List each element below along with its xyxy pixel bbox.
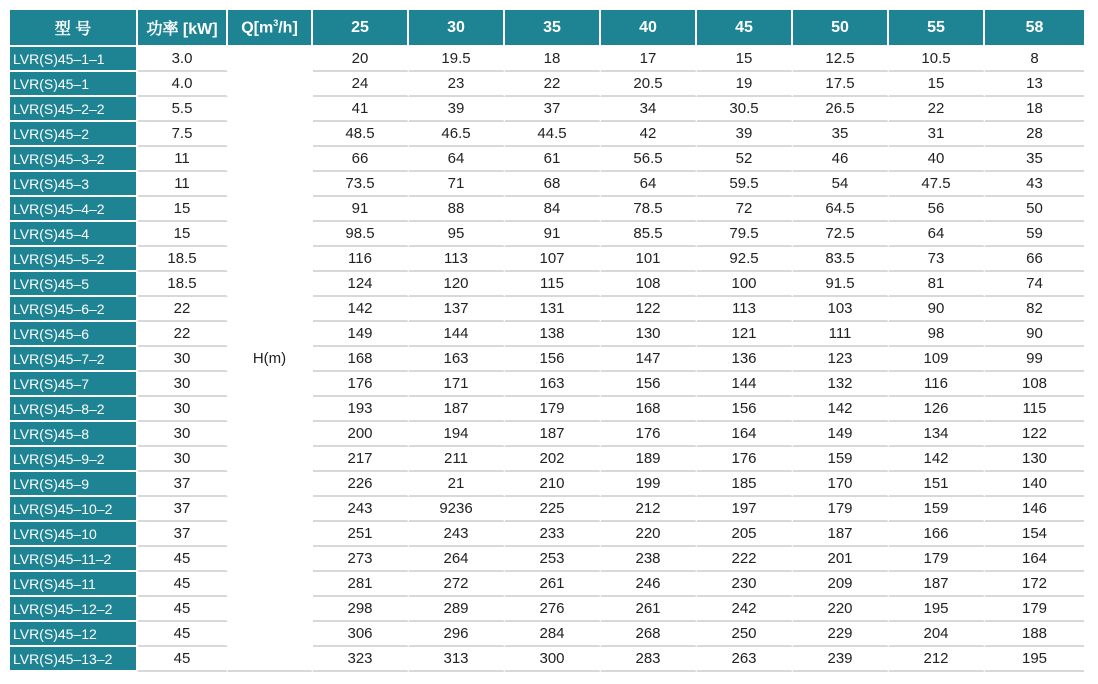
head-value-cell: 121 bbox=[697, 322, 793, 347]
power-cell: 18.5 bbox=[138, 247, 228, 272]
head-value-cell: 79.5 bbox=[697, 222, 793, 247]
head-value-cell: 59 bbox=[985, 222, 1084, 247]
head-value-cell: 39 bbox=[697, 122, 793, 147]
head-value-cell: 185 bbox=[697, 472, 793, 497]
power-cell: 22 bbox=[138, 322, 228, 347]
power-cell: 45 bbox=[138, 572, 228, 597]
head-value-cell: 142 bbox=[889, 447, 985, 472]
head-value-cell: 226 bbox=[313, 472, 409, 497]
head-value-cell: 9236 bbox=[409, 497, 505, 522]
flow-unit-suffix: /h] bbox=[278, 19, 298, 37]
head-value-cell: 246 bbox=[601, 572, 697, 597]
head-value-cell: 64 bbox=[601, 172, 697, 197]
flow-header-7: 55 bbox=[889, 10, 985, 47]
power-cell: 30 bbox=[138, 347, 228, 372]
head-value-cell: 134 bbox=[889, 422, 985, 447]
table-row bbox=[10, 247, 1084, 272]
head-value-cell: 151 bbox=[889, 472, 985, 497]
table-row bbox=[10, 47, 1084, 72]
table-row bbox=[10, 397, 1084, 422]
model-cell: LVR(S)45–5–2 bbox=[10, 247, 138, 272]
power-cell: 22 bbox=[138, 297, 228, 322]
head-value-cell: 22 bbox=[505, 72, 601, 97]
power-cell: 45 bbox=[138, 547, 228, 572]
head-value-cell: 179 bbox=[793, 497, 889, 522]
head-value-cell: 108 bbox=[601, 272, 697, 297]
head-value-cell: 73.5 bbox=[313, 172, 409, 197]
head-value-cell: 52 bbox=[697, 147, 793, 172]
head-value-cell: 136 bbox=[697, 347, 793, 372]
table-row bbox=[10, 447, 1084, 472]
model-cell: LVR(S)45–2 bbox=[10, 122, 138, 147]
head-value-cell: 15 bbox=[889, 72, 985, 97]
head-value-cell: 205 bbox=[697, 522, 793, 547]
power-cell: 30 bbox=[138, 447, 228, 472]
head-value-cell: 176 bbox=[601, 422, 697, 447]
head-value-cell: 212 bbox=[889, 647, 985, 672]
flow-header-2: 30 bbox=[409, 10, 505, 47]
power-cell: 11 bbox=[138, 147, 228, 172]
model-cell: LVR(S)45–7 bbox=[10, 372, 138, 397]
head-value-cell: 15 bbox=[697, 47, 793, 72]
head-value-cell: 195 bbox=[889, 597, 985, 622]
head-value-cell: 164 bbox=[697, 422, 793, 447]
head-value-cell: 74 bbox=[985, 272, 1084, 297]
head-value-cell: 163 bbox=[505, 372, 601, 397]
flow-header-5: 45 bbox=[697, 10, 793, 47]
pump-performance-table bbox=[10, 10, 1084, 672]
head-value-cell: 140 bbox=[985, 472, 1084, 497]
head-value-cell: 179 bbox=[985, 597, 1084, 622]
power-cell: 18.5 bbox=[138, 272, 228, 297]
head-value-cell: 59.5 bbox=[697, 172, 793, 197]
table-row bbox=[10, 347, 1084, 372]
head-value-cell: 187 bbox=[409, 397, 505, 422]
head-value-cell: 222 bbox=[697, 547, 793, 572]
head-value-cell: 242 bbox=[697, 597, 793, 622]
head-value-cell: 263 bbox=[697, 647, 793, 672]
head-value-cell: 71 bbox=[409, 172, 505, 197]
head-value-cell: 253 bbox=[505, 547, 601, 572]
head-value-cell: 193 bbox=[313, 397, 409, 422]
head-value-cell: 68 bbox=[505, 172, 601, 197]
head-value-cell: 50 bbox=[985, 197, 1084, 222]
power-cell: 11 bbox=[138, 172, 228, 197]
head-value-cell: 163 bbox=[409, 347, 505, 372]
head-value-cell: 209 bbox=[793, 572, 889, 597]
head-value-cell: 98 bbox=[889, 322, 985, 347]
head-value-cell: 91.5 bbox=[793, 272, 889, 297]
table-row bbox=[10, 272, 1084, 297]
head-value-cell: 300 bbox=[505, 647, 601, 672]
head-value-cell: 156 bbox=[697, 397, 793, 422]
head-value-cell: 23 bbox=[409, 72, 505, 97]
table-row bbox=[10, 72, 1084, 97]
head-value-cell: 283 bbox=[601, 647, 697, 672]
head-value-cell: 37 bbox=[505, 97, 601, 122]
table-row bbox=[10, 472, 1084, 497]
head-value-cell: 10.5 bbox=[889, 47, 985, 72]
head-value-cell: 144 bbox=[697, 372, 793, 397]
head-value-cell: 149 bbox=[793, 422, 889, 447]
head-value-cell: 210 bbox=[505, 472, 601, 497]
model-cell: LVR(S)45–1 bbox=[10, 72, 138, 97]
head-value-cell: 156 bbox=[601, 372, 697, 397]
head-value-cell: 298 bbox=[313, 597, 409, 622]
head-value-cell: 44.5 bbox=[505, 122, 601, 147]
head-value-cell: 212 bbox=[601, 497, 697, 522]
model-cell: LVR(S)45–6–2 bbox=[10, 297, 138, 322]
head-value-cell: 85.5 bbox=[601, 222, 697, 247]
head-value-cell: 113 bbox=[409, 247, 505, 272]
head-value-cell: 21 bbox=[409, 472, 505, 497]
head-value-cell: 156 bbox=[505, 347, 601, 372]
head-value-cell: 31 bbox=[889, 122, 985, 147]
head-value-cell: 142 bbox=[793, 397, 889, 422]
head-value-cell: 92.5 bbox=[697, 247, 793, 272]
head-value-cell: 8 bbox=[985, 47, 1084, 72]
head-value-cell: 289 bbox=[409, 597, 505, 622]
head-value-cell: 64 bbox=[889, 222, 985, 247]
model-cell: LVR(S)45–4 bbox=[10, 222, 138, 247]
head-value-cell: 43 bbox=[985, 172, 1084, 197]
head-value-cell: 34 bbox=[601, 97, 697, 122]
head-value-cell: 126 bbox=[889, 397, 985, 422]
head-value-cell: 179 bbox=[505, 397, 601, 422]
pump-performance-table-container bbox=[10, 10, 1084, 672]
head-value-cell: 194 bbox=[409, 422, 505, 447]
head-value-cell: 13 bbox=[985, 72, 1084, 97]
table-row bbox=[10, 322, 1084, 347]
model-cell: LVR(S)45–9 bbox=[10, 472, 138, 497]
head-value-cell: 72 bbox=[697, 197, 793, 222]
flow-header-4: 40 bbox=[601, 10, 697, 47]
head-value-cell: 101 bbox=[601, 247, 697, 272]
model-cell: LVR(S)45–12 bbox=[10, 622, 138, 647]
head-value-cell: 273 bbox=[313, 547, 409, 572]
model-cell: LVR(S)45–3 bbox=[10, 172, 138, 197]
table-row bbox=[10, 572, 1084, 597]
model-cell: LVR(S)45–8–2 bbox=[10, 397, 138, 422]
head-value-cell: 197 bbox=[697, 497, 793, 522]
head-value-cell: 39 bbox=[409, 97, 505, 122]
table-row bbox=[10, 147, 1084, 172]
table-row bbox=[10, 222, 1084, 247]
flow-header-8: 58 bbox=[985, 10, 1084, 47]
head-value-cell: 264 bbox=[409, 547, 505, 572]
flow-header-6: 50 bbox=[793, 10, 889, 47]
power-cell: 15 bbox=[138, 197, 228, 222]
head-value-cell: 116 bbox=[313, 247, 409, 272]
head-value-cell: 225 bbox=[505, 497, 601, 522]
model-cell: LVR(S)45–1–1 bbox=[10, 47, 138, 72]
head-value-cell: 122 bbox=[601, 297, 697, 322]
head-value-cell: 200 bbox=[313, 422, 409, 447]
model-cell: LVR(S)45–13–2 bbox=[10, 647, 138, 672]
head-value-cell: 64 bbox=[409, 147, 505, 172]
head-value-cell: 17.5 bbox=[793, 72, 889, 97]
head-value-cell: 132 bbox=[793, 372, 889, 397]
head-value-cell: 217 bbox=[313, 447, 409, 472]
model-cell: LVR(S)45–7–2 bbox=[10, 347, 138, 372]
head-value-cell: 113 bbox=[697, 297, 793, 322]
head-value-cell: 187 bbox=[889, 572, 985, 597]
model-cell: LVR(S)45–10 bbox=[10, 522, 138, 547]
head-value-cell: 220 bbox=[793, 597, 889, 622]
head-unit-cell: H(m) bbox=[228, 47, 313, 672]
head-value-cell: 171 bbox=[409, 372, 505, 397]
head-value-cell: 124 bbox=[313, 272, 409, 297]
table-row bbox=[10, 172, 1084, 197]
head-value-cell: 120 bbox=[409, 272, 505, 297]
head-value-cell: 176 bbox=[313, 372, 409, 397]
head-value-cell: 115 bbox=[985, 397, 1084, 422]
head-value-cell: 72.5 bbox=[793, 222, 889, 247]
model-cell: LVR(S)45–11 bbox=[10, 572, 138, 597]
head-value-cell: 147 bbox=[601, 347, 697, 372]
head-value-cell: 142 bbox=[313, 297, 409, 322]
head-value-cell: 130 bbox=[985, 447, 1084, 472]
head-value-cell: 188 bbox=[985, 622, 1084, 647]
head-value-cell: 131 bbox=[505, 297, 601, 322]
model-cell: LVR(S)45–6 bbox=[10, 322, 138, 347]
head-value-cell: 82 bbox=[985, 297, 1084, 322]
head-value-cell: 159 bbox=[889, 497, 985, 522]
table-row bbox=[10, 522, 1084, 547]
head-value-cell: 17 bbox=[601, 47, 697, 72]
power-cell: 30 bbox=[138, 397, 228, 422]
head-value-cell: 250 bbox=[697, 622, 793, 647]
power-cell: 37 bbox=[138, 497, 228, 522]
head-value-cell: 146 bbox=[985, 497, 1084, 522]
table-row bbox=[10, 122, 1084, 147]
head-value-cell: 42 bbox=[601, 122, 697, 147]
power-cell: 30 bbox=[138, 422, 228, 447]
head-value-cell: 170 bbox=[793, 472, 889, 497]
power-cell: 45 bbox=[138, 622, 228, 647]
head-value-cell: 166 bbox=[889, 522, 985, 547]
power-cell: 3.0 bbox=[138, 47, 228, 72]
power-cell: 7.5 bbox=[138, 122, 228, 147]
head-value-cell: 149 bbox=[313, 322, 409, 347]
head-value-cell: 187 bbox=[793, 522, 889, 547]
table-row bbox=[10, 197, 1084, 222]
head-value-cell: 20 bbox=[313, 47, 409, 72]
head-value-cell: 144 bbox=[409, 322, 505, 347]
head-value-cell: 306 bbox=[313, 622, 409, 647]
model-cell: LVR(S)45–3–2 bbox=[10, 147, 138, 172]
head-value-cell: 56.5 bbox=[601, 147, 697, 172]
head-value-cell: 40 bbox=[889, 147, 985, 172]
head-value-cell: 95 bbox=[409, 222, 505, 247]
head-value-cell: 108 bbox=[985, 372, 1084, 397]
head-value-cell: 18 bbox=[985, 97, 1084, 122]
head-value-cell: 90 bbox=[985, 322, 1084, 347]
model-cell: LVR(S)45–9–2 bbox=[10, 447, 138, 472]
head-value-cell: 229 bbox=[793, 622, 889, 647]
head-value-cell: 243 bbox=[313, 497, 409, 522]
head-value-cell: 284 bbox=[505, 622, 601, 647]
head-value-cell: 98.5 bbox=[313, 222, 409, 247]
head-value-cell: 91 bbox=[505, 222, 601, 247]
head-value-cell: 172 bbox=[985, 572, 1084, 597]
head-value-cell: 202 bbox=[505, 447, 601, 472]
head-value-cell: 20.5 bbox=[601, 72, 697, 97]
head-value-cell: 168 bbox=[313, 347, 409, 372]
head-value-cell: 116 bbox=[889, 372, 985, 397]
head-value-cell: 73 bbox=[889, 247, 985, 272]
head-value-cell: 35 bbox=[793, 122, 889, 147]
power-cell: 4.0 bbox=[138, 72, 228, 97]
model-cell: LVR(S)45–11–2 bbox=[10, 547, 138, 572]
flow-unit-header bbox=[228, 10, 313, 47]
head-value-cell: 243 bbox=[409, 522, 505, 547]
head-value-cell: 230 bbox=[697, 572, 793, 597]
head-value-cell: 28 bbox=[985, 122, 1084, 147]
head-value-cell: 30.5 bbox=[697, 97, 793, 122]
model-cell: LVR(S)45–8 bbox=[10, 422, 138, 447]
power-cell: 30 bbox=[138, 372, 228, 397]
head-value-cell: 296 bbox=[409, 622, 505, 647]
model-cell: LVR(S)45–5 bbox=[10, 272, 138, 297]
model-cell: LVR(S)45–4–2 bbox=[10, 197, 138, 222]
power-header: 功率 [kW] bbox=[138, 10, 228, 47]
header-row bbox=[10, 10, 1084, 47]
head-value-cell: 122 bbox=[985, 422, 1084, 447]
head-value-cell: 123 bbox=[793, 347, 889, 372]
head-value-cell: 54 bbox=[793, 172, 889, 197]
head-value-cell: 138 bbox=[505, 322, 601, 347]
head-value-cell: 41 bbox=[313, 97, 409, 122]
head-value-cell: 26.5 bbox=[793, 97, 889, 122]
head-value-cell: 281 bbox=[313, 572, 409, 597]
head-value-cell: 61 bbox=[505, 147, 601, 172]
head-value-cell: 313 bbox=[409, 647, 505, 672]
head-value-cell: 189 bbox=[601, 447, 697, 472]
power-cell: 45 bbox=[138, 647, 228, 672]
head-value-cell: 199 bbox=[601, 472, 697, 497]
head-value-cell: 130 bbox=[601, 322, 697, 347]
head-value-cell: 99 bbox=[985, 347, 1084, 372]
table-row bbox=[10, 497, 1084, 522]
head-value-cell: 66 bbox=[313, 147, 409, 172]
model-header: 型 号 bbox=[10, 10, 138, 47]
head-value-cell: 90 bbox=[889, 297, 985, 322]
head-value-cell: 35 bbox=[985, 147, 1084, 172]
head-value-cell: 56 bbox=[889, 197, 985, 222]
head-value-cell: 272 bbox=[409, 572, 505, 597]
head-value-cell: 64.5 bbox=[793, 197, 889, 222]
head-value-cell: 239 bbox=[793, 647, 889, 672]
head-value-cell: 154 bbox=[985, 522, 1084, 547]
head-value-cell: 103 bbox=[793, 297, 889, 322]
power-cell: 45 bbox=[138, 597, 228, 622]
head-value-cell: 107 bbox=[505, 247, 601, 272]
head-value-cell: 261 bbox=[601, 597, 697, 622]
head-value-cell: 78.5 bbox=[601, 197, 697, 222]
head-value-cell: 88 bbox=[409, 197, 505, 222]
head-value-cell: 12.5 bbox=[793, 47, 889, 72]
head-value-cell: 91 bbox=[313, 197, 409, 222]
flow-unit-superscript: 3 bbox=[273, 17, 279, 28]
flow-header-1: 25 bbox=[313, 10, 409, 47]
power-cell: 15 bbox=[138, 222, 228, 247]
head-value-cell: 47.5 bbox=[889, 172, 985, 197]
head-value-cell: 111 bbox=[793, 322, 889, 347]
power-cell: 37 bbox=[138, 472, 228, 497]
model-cell: LVR(S)45–2–2 bbox=[10, 97, 138, 122]
head-value-cell: 204 bbox=[889, 622, 985, 647]
head-value-cell: 19 bbox=[697, 72, 793, 97]
head-value-cell: 238 bbox=[601, 547, 697, 572]
power-cell: 5.5 bbox=[138, 97, 228, 122]
head-value-cell: 187 bbox=[505, 422, 601, 447]
head-value-cell: 233 bbox=[505, 522, 601, 547]
head-value-cell: 176 bbox=[697, 447, 793, 472]
head-value-cell: 22 bbox=[889, 97, 985, 122]
table-row bbox=[10, 647, 1084, 672]
table-row bbox=[10, 422, 1084, 447]
table-row bbox=[10, 97, 1084, 122]
head-value-cell: 46.5 bbox=[409, 122, 505, 147]
model-cell: LVR(S)45–10–2 bbox=[10, 497, 138, 522]
head-value-cell: 24 bbox=[313, 72, 409, 97]
head-value-cell: 168 bbox=[601, 397, 697, 422]
head-value-cell: 19.5 bbox=[409, 47, 505, 72]
head-value-cell: 46 bbox=[793, 147, 889, 172]
head-value-cell: 159 bbox=[793, 447, 889, 472]
flow-unit-prefix: Q[m bbox=[241, 19, 274, 37]
head-value-cell: 18 bbox=[505, 47, 601, 72]
table-row bbox=[10, 622, 1084, 647]
head-value-cell: 195 bbox=[985, 647, 1084, 672]
head-value-cell: 109 bbox=[889, 347, 985, 372]
head-value-cell: 83.5 bbox=[793, 247, 889, 272]
table-row bbox=[10, 372, 1084, 397]
power-cell: 37 bbox=[138, 522, 228, 547]
head-value-cell: 276 bbox=[505, 597, 601, 622]
head-value-cell: 268 bbox=[601, 622, 697, 647]
flow-header-3: 35 bbox=[505, 10, 601, 47]
head-value-cell: 201 bbox=[793, 547, 889, 572]
table-row bbox=[10, 547, 1084, 572]
head-value-cell: 164 bbox=[985, 547, 1084, 572]
head-value-cell: 81 bbox=[889, 272, 985, 297]
head-value-cell: 211 bbox=[409, 447, 505, 472]
head-value-cell: 66 bbox=[985, 247, 1084, 272]
table-row bbox=[10, 297, 1084, 322]
head-value-cell: 179 bbox=[889, 547, 985, 572]
head-value-cell: 84 bbox=[505, 197, 601, 222]
table-body bbox=[10, 47, 1084, 672]
head-value-cell: 137 bbox=[409, 297, 505, 322]
table-row bbox=[10, 597, 1084, 622]
head-value-cell: 220 bbox=[601, 522, 697, 547]
head-value-cell: 251 bbox=[313, 522, 409, 547]
head-value-cell: 115 bbox=[505, 272, 601, 297]
head-value-cell: 48.5 bbox=[313, 122, 409, 147]
model-cell: LVR(S)45–12–2 bbox=[10, 597, 138, 622]
head-value-cell: 323 bbox=[313, 647, 409, 672]
head-value-cell: 261 bbox=[505, 572, 601, 597]
head-value-cell: 100 bbox=[697, 272, 793, 297]
